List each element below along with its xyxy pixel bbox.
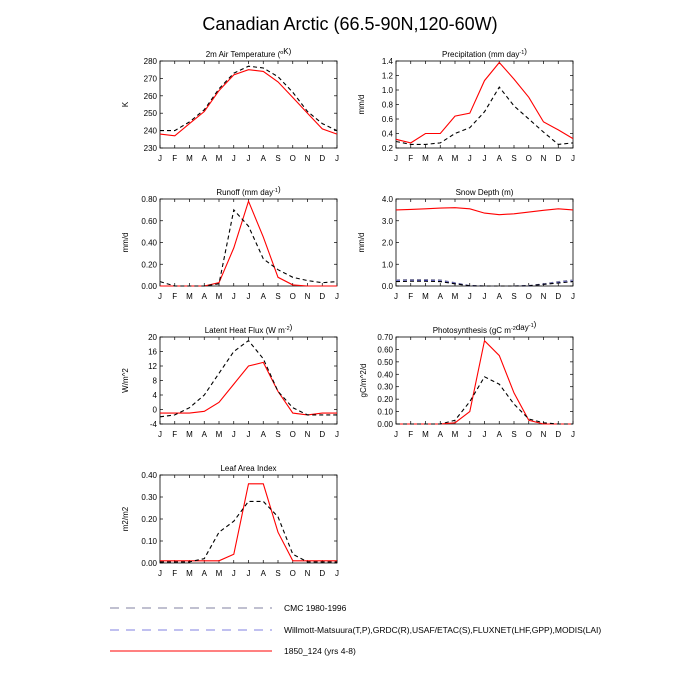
- x-tick-label: J: [158, 430, 162, 439]
- y-tick-label: 0.30: [377, 382, 393, 392]
- legend: [110, 603, 601, 656]
- y-tick-label: 12: [148, 362, 157, 371]
- x-tick-label: A: [260, 154, 266, 163]
- x-tick-label: M: [186, 569, 193, 578]
- x-tick-label: S: [275, 430, 281, 439]
- x-tick-label: N: [304, 292, 311, 301]
- x-tick-label: M: [451, 292, 459, 301]
- y-tick-label: 0.50: [377, 357, 393, 367]
- y-axis-label: K: [121, 101, 130, 108]
- panel-title: Latent Heat Flux (W $m^{-2}$): [204, 323, 293, 335]
- x-tick-label: M: [186, 154, 193, 163]
- plot-frame: [396, 337, 573, 424]
- x-tick-label: A: [260, 292, 266, 301]
- y-tick-label: 270: [143, 74, 157, 84]
- legend-label: Willmott-Matsuura(T,P),GRDC(R),USAF/ETAC(S),FLUXNET(LHF,GPP),MODIS(LAI): [284, 625, 602, 635]
- y-tick-label: 0.0: [381, 282, 393, 291]
- y-tick-label: 250: [143, 109, 157, 119]
- x-tick-label: M: [215, 292, 223, 301]
- x-tick-label: N: [304, 154, 311, 163]
- x-tick-label: J: [231, 154, 236, 163]
- series-line: [160, 66, 337, 130]
- x-tick-label: F: [172, 569, 178, 578]
- x-tick-label: F: [408, 292, 414, 301]
- x-tick-label: O: [525, 292, 532, 301]
- y-tick-label: 8: [152, 376, 157, 386]
- x-tick-label: M: [422, 154, 429, 163]
- y-tick-label: 0.70: [377, 333, 393, 342]
- y-tick-label: 280: [143, 57, 157, 66]
- x-tick-label: N: [540, 430, 547, 439]
- y-tick-label: 0.40: [141, 238, 157, 248]
- x-tick-label: S: [511, 154, 517, 163]
- series-line: [396, 377, 573, 424]
- x-tick-label: D: [319, 292, 326, 301]
- y-tick-label: 240: [143, 126, 157, 136]
- series-line: [396, 63, 573, 143]
- y-tick-label: 0.80: [141, 195, 157, 204]
- x-tick-label: O: [525, 430, 532, 439]
- x-tick-label: D: [319, 430, 326, 439]
- x-tick-label: A: [201, 569, 207, 578]
- x-tick-label: D: [555, 292, 562, 301]
- x-tick-label: N: [540, 292, 547, 301]
- x-tick-label: S: [275, 154, 281, 163]
- y-tick-label: 1.0: [381, 260, 393, 270]
- y-tick-label: 260: [143, 91, 157, 101]
- y-tick-label: 0.20: [141, 260, 157, 270]
- x-tick-label: S: [275, 292, 281, 301]
- x-tick-label: J: [394, 292, 398, 301]
- y-tick-label: 0.10: [141, 537, 157, 546]
- x-tick-label: J: [335, 430, 339, 439]
- x-tick-label: J: [335, 292, 339, 301]
- x-tick-label: M: [422, 292, 429, 301]
- x-tick-label: O: [289, 569, 296, 578]
- x-tick-label: J: [246, 292, 251, 301]
- y-tick-label: 0: [152, 405, 157, 415]
- panel-6: [359, 320, 575, 439]
- x-tick-label: O: [289, 154, 296, 163]
- y-tick-label: -4: [149, 420, 157, 429]
- x-tick-label: J: [571, 154, 575, 163]
- panel-4: [357, 188, 575, 301]
- y-tick-label: 0.40: [377, 370, 393, 380]
- x-tick-label: M: [422, 430, 429, 439]
- series-line: [160, 70, 337, 136]
- series-line: [160, 201, 337, 286]
- x-tick-label: J: [231, 569, 236, 578]
- x-tick-label: A: [496, 430, 502, 439]
- x-tick-label: J: [482, 154, 487, 163]
- y-tick-label: 0.30: [141, 493, 157, 502]
- series-line: [160, 341, 337, 417]
- x-tick-label: N: [540, 154, 547, 163]
- x-tick-label: N: [304, 430, 311, 439]
- figure-title: Canadian Arctic (66.5-90N,120-60W): [202, 14, 498, 34]
- x-tick-label: A: [201, 430, 207, 439]
- y-tick-label: 0.4: [381, 129, 393, 139]
- x-tick-label: J: [571, 430, 575, 439]
- y-axis-label: mm/d: [121, 232, 130, 253]
- y-tick-label: 0.20: [141, 515, 157, 524]
- y-tick-label: 4.0: [381, 195, 393, 204]
- y-tick-label: 0.00: [141, 559, 157, 568]
- x-tick-label: J: [482, 292, 487, 301]
- x-tick-label: F: [408, 154, 414, 163]
- x-tick-label: J: [158, 569, 162, 578]
- x-tick-label: M: [451, 430, 459, 439]
- x-tick-label: O: [525, 154, 532, 163]
- y-axis-label: W/m^2: [121, 368, 130, 393]
- panel-title: 2m Air Temperature ($^o$K): [205, 47, 292, 59]
- x-tick-label: M: [451, 154, 459, 163]
- x-tick-label: J: [246, 154, 251, 163]
- x-tick-label: J: [571, 292, 575, 301]
- x-tick-label: D: [555, 154, 562, 163]
- plot-frame: [160, 199, 337, 286]
- y-tick-label: 1.2: [381, 71, 393, 81]
- x-tick-label: M: [215, 430, 223, 439]
- y-tick-label: 4: [152, 391, 157, 400]
- panel-title: Runoff (mm day$^{-1}$): [216, 185, 281, 197]
- x-tick-label: J: [246, 430, 251, 439]
- series-line: [160, 484, 337, 561]
- x-tick-label: D: [319, 154, 326, 163]
- y-tick-label: 3.0: [381, 216, 393, 226]
- series-line: [396, 341, 573, 424]
- y-tick-label: 0.6: [381, 115, 393, 124]
- x-tick-label: A: [437, 430, 443, 439]
- x-tick-label: J: [158, 154, 162, 163]
- y-axis-label: gC/m^2/d: [359, 363, 368, 398]
- x-tick-label: J: [467, 154, 472, 163]
- x-tick-label: D: [319, 569, 326, 578]
- x-tick-label: J: [158, 292, 162, 301]
- y-tick-label: 2.0: [381, 238, 393, 248]
- panel-5: [121, 323, 339, 439]
- plot-frame: [160, 61, 337, 148]
- x-tick-label: J: [467, 430, 472, 439]
- x-tick-label: O: [289, 430, 296, 439]
- x-tick-label: A: [496, 292, 502, 301]
- y-axis-label: m2/m2: [121, 506, 130, 532]
- panel-title: Snow Depth (m): [455, 188, 514, 197]
- y-axis-label: mm/d: [357, 232, 366, 253]
- x-tick-label: S: [275, 569, 281, 578]
- y-tick-label: 230: [143, 144, 157, 153]
- plot-frame: [160, 475, 337, 563]
- y-axis-label: mm/d: [357, 94, 366, 115]
- x-tick-label: S: [511, 292, 517, 301]
- x-tick-label: J: [467, 292, 472, 301]
- y-tick-label: 0.60: [141, 216, 157, 226]
- y-tick-label: 16: [148, 347, 157, 357]
- y-tick-label: 0.8: [381, 100, 393, 110]
- legend-label: 1850_124 (yrs 4-8): [284, 646, 356, 656]
- panel-title: Leaf Area Index: [220, 464, 277, 473]
- x-tick-label: J: [231, 430, 236, 439]
- x-tick-label: A: [496, 154, 502, 163]
- x-tick-label: M: [215, 154, 223, 163]
- x-tick-label: F: [172, 430, 178, 439]
- x-tick-label: A: [201, 292, 207, 301]
- x-tick-label: M: [215, 569, 223, 578]
- panel-2: [357, 47, 575, 163]
- x-tick-label: F: [172, 292, 178, 301]
- y-tick-label: 20: [148, 333, 157, 342]
- x-tick-label: A: [437, 292, 443, 301]
- x-tick-label: F: [172, 154, 178, 163]
- x-tick-label: J: [246, 569, 251, 578]
- panel-1: [121, 47, 339, 163]
- series-line: [160, 362, 337, 415]
- x-tick-label: F: [408, 430, 414, 439]
- y-tick-label: 0.40: [141, 471, 157, 480]
- legend-label: CMC 1980-1996: [284, 603, 347, 613]
- x-tick-label: J: [482, 430, 487, 439]
- plot-frame: [396, 199, 573, 286]
- panel-7: [121, 464, 339, 578]
- x-tick-label: N: [304, 569, 311, 578]
- x-tick-label: A: [260, 430, 266, 439]
- y-tick-label: 0.00: [141, 282, 157, 291]
- y-tick-label: 0.60: [377, 345, 393, 355]
- y-tick-label: 0.20: [377, 395, 393, 405]
- panel-title: Photosynthesis (gC $m^{-2}day^{-1}$): [432, 320, 537, 335]
- y-tick-label: 1.4: [381, 57, 393, 66]
- x-tick-label: J: [335, 569, 339, 578]
- x-tick-label: J: [335, 154, 339, 163]
- x-tick-label: A: [201, 154, 207, 163]
- y-tick-label: 0.2: [381, 144, 393, 153]
- x-tick-label: D: [555, 430, 562, 439]
- y-tick-label: 1.0: [381, 86, 393, 95]
- series-line: [396, 208, 573, 215]
- y-tick-label: 0.10: [377, 407, 393, 417]
- panel-3: [121, 185, 339, 301]
- x-tick-label: J: [394, 430, 398, 439]
- x-tick-label: O: [289, 292, 296, 301]
- panel-title: Precipitation (mm day$^{-1}$): [442, 47, 527, 59]
- x-tick-label: J: [394, 154, 398, 163]
- plot-frame: [160, 337, 337, 424]
- series-line: [160, 210, 337, 286]
- y-tick-label: 0.00: [377, 420, 393, 429]
- series-line: [160, 501, 337, 562]
- x-tick-label: J: [231, 292, 236, 301]
- x-tick-label: S: [511, 430, 517, 439]
- x-tick-label: M: [186, 292, 193, 301]
- x-tick-label: A: [437, 154, 443, 163]
- x-tick-label: M: [186, 430, 193, 439]
- x-tick-label: A: [260, 569, 266, 578]
